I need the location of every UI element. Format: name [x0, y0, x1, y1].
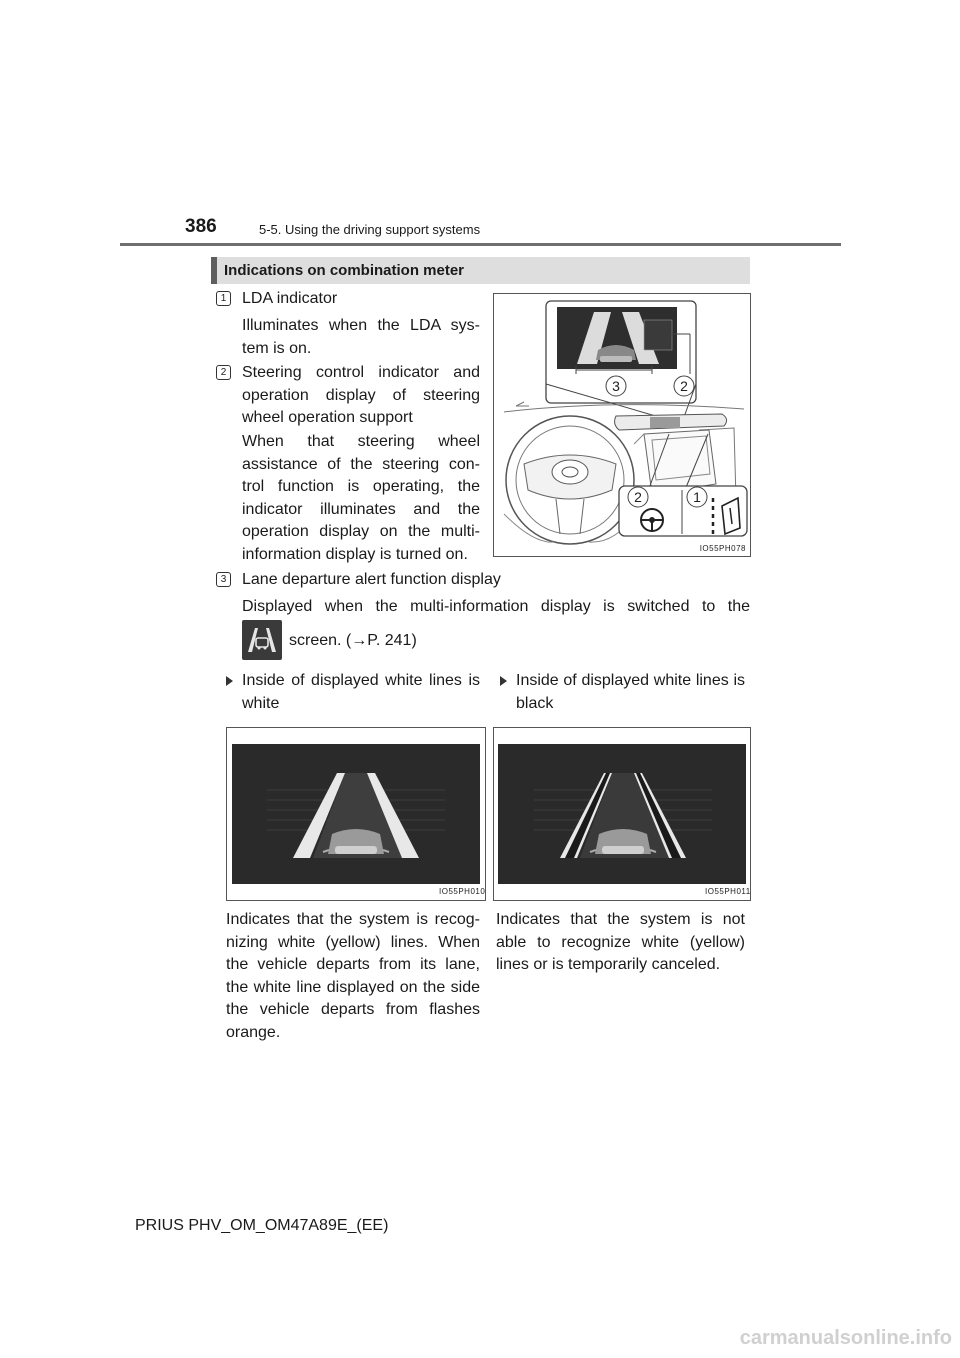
figure-code: IO55PH078: [699, 544, 746, 553]
item-2-body: When that steering wheel assistance of the steering con-trol function is operating, the indicator illuminates and the operation display on the multi-information display is turned on.: [242, 433, 480, 563]
item-1-body: Illuminates when the LDA sys-tem is on.: [242, 317, 480, 357]
section-heading: [211, 257, 750, 284]
watermark: carmanualsonline.info: [739, 1327, 952, 1349]
figure-code: IO55PH010: [439, 887, 486, 896]
header-rule: [120, 243, 841, 246]
bullet-triangle-icon: [500, 676, 507, 686]
callout-3: 3: [612, 378, 620, 394]
case-1-title: Inside of displayed white lines is white: [242, 672, 480, 712]
item-number-3: 3: [216, 572, 231, 587]
heading-bar: [211, 257, 217, 284]
case-1-description: Indicates that the system is recog-nizing white (yellow) lines. When the vehicle departs from its lane, the white line displayed on the side the vehicle departs from flashes orange.: [226, 911, 480, 1041]
figure-code: IO55PH011: [705, 887, 751, 896]
black-lines-figure: [493, 727, 751, 901]
callout-2b: 2: [634, 489, 642, 505]
heading-text: Indications on combination meter: [224, 262, 465, 279]
bullet-triangle-icon: [226, 676, 233, 686]
footer-code: PRIUS PHV_OM_OM47A89E_(EE): [135, 1217, 389, 1234]
dashboard-illustration: [494, 294, 750, 556]
item-3-body-line2: screen. (→P. 241): [289, 632, 417, 649]
section-title: 5-5. Using the driving support systems: [259, 222, 481, 237]
lda-screen-icon: [242, 620, 282, 660]
item-1-title: LDA indicator: [242, 290, 338, 307]
callout-2: 2: [680, 378, 688, 394]
case-2-title: Inside of displayed white lines is black: [516, 672, 745, 712]
item-3-title: Lane departure alert function display: [242, 571, 501, 588]
item-3-body-line1: Displayed when the multi-information display is switched to the: [242, 598, 750, 615]
callout-1: 1: [693, 489, 701, 505]
white-lines-figure: [226, 727, 486, 901]
case-2-description: Indicates that the system is not able to recognize white (yellow) lines or is temporarily canceled.: [496, 911, 745, 973]
page-number: 386: [185, 216, 217, 237]
item-number-2: 2: [216, 365, 231, 380]
combination-meter-figure: [493, 293, 751, 557]
item-2-title: Steering control indicator and operation display of steering wheel operation support: [242, 364, 480, 426]
item-number-1: 1: [216, 291, 231, 306]
